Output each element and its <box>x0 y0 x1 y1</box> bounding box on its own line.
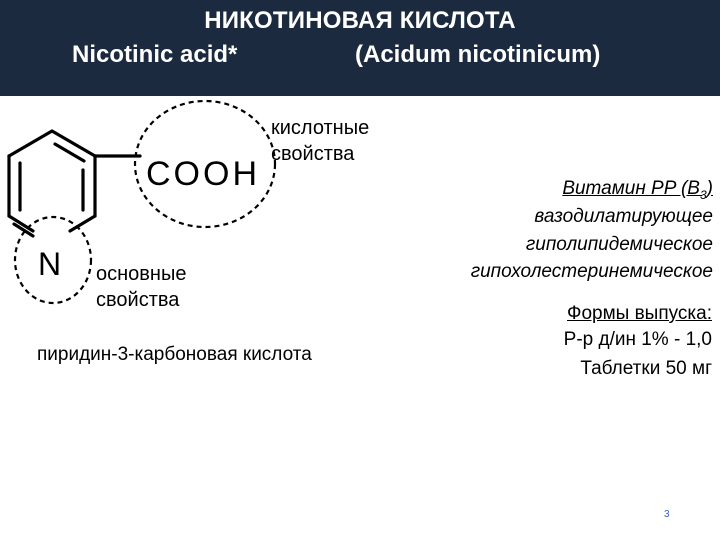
release-forms-title: Формы выпуска: <box>567 303 712 324</box>
base-properties-label-2: свойства <box>96 289 180 311</box>
acid-properties-label: кислотные <box>271 117 370 139</box>
title-english: Nicotinic acid* <box>72 41 238 68</box>
release-form-tablets: Таблетки 50 мг <box>580 358 712 379</box>
effect-hypolipidemic: гиполипидемическое <box>525 234 713 255</box>
ring-bond <box>52 131 95 156</box>
acid-properties-label-2: свойства <box>271 143 355 165</box>
nitrogen-atom: N <box>38 246 62 282</box>
effect-hypocholesterolemic: гипохолестеринемическое <box>470 261 713 282</box>
iupac-name: пиридин-3-карбоновая кислота <box>37 344 312 365</box>
ring-bond <box>70 216 95 231</box>
release-form-injection: Р-р д/ин 1% - 1,0 <box>563 329 712 350</box>
ring-bond <box>9 131 52 156</box>
slide-number: 3 <box>664 509 670 520</box>
title-banner <box>0 0 720 96</box>
pyridine-ring <box>9 131 140 236</box>
carboxyl-group: COOH <box>146 155 260 193</box>
title-russian: НИКОТИНОВАЯ КИСЛОТА <box>204 7 516 34</box>
vitamin-title-close: ) <box>706 178 713 199</box>
vitamin-title-subscript: 3 <box>699 187 707 202</box>
effect-vasodilating: вазодилатирующее <box>534 206 713 227</box>
title-latin: (Acidum nicotinicum) <box>355 41 601 68</box>
base-properties-label: основные <box>96 263 187 285</box>
vitamin-title-text: Витамин PP (B <box>562 178 700 199</box>
